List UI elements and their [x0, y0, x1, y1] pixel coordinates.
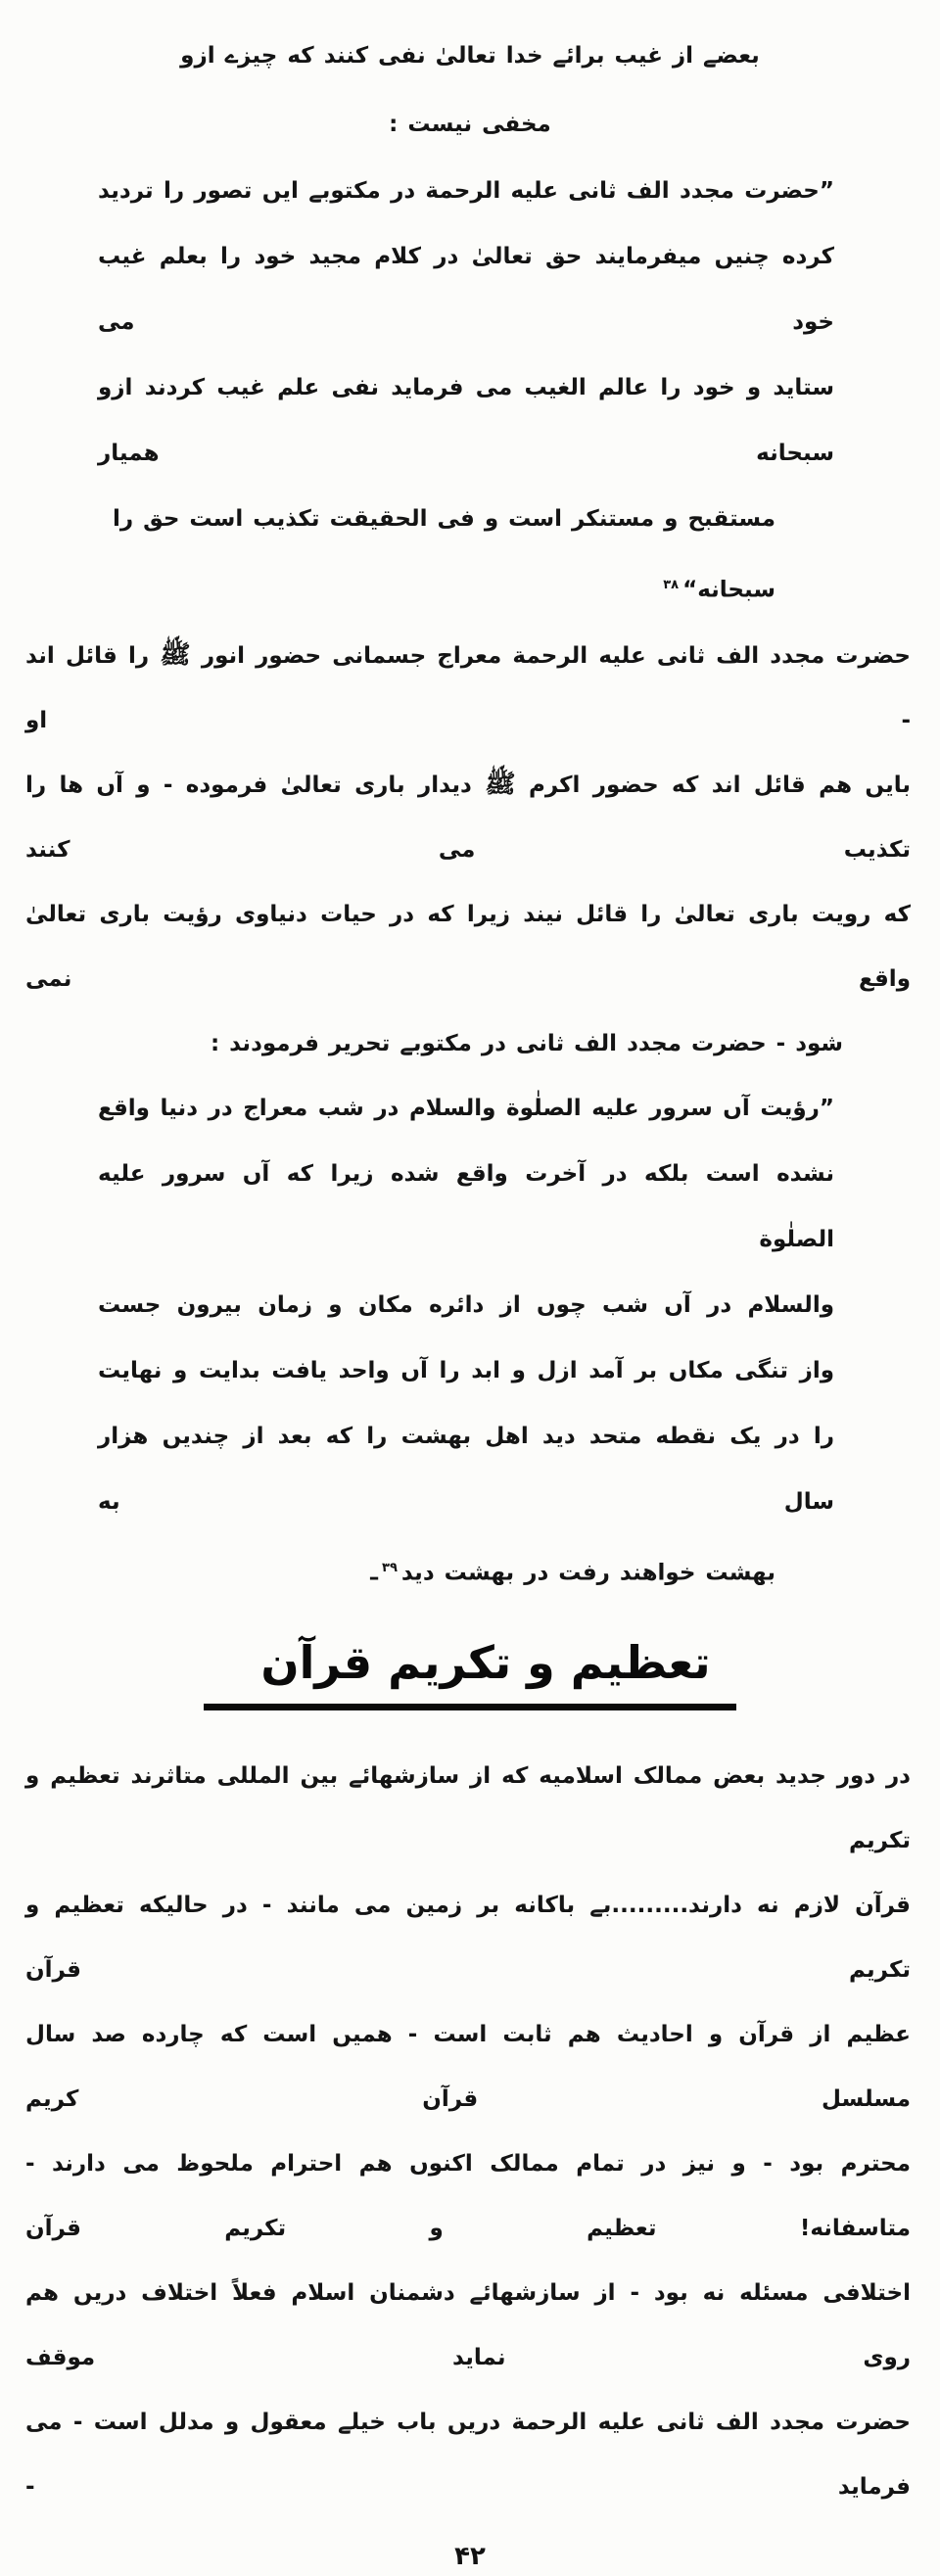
paragraph-line [25, 624, 911, 753]
quote-tail-dash: ـ [370, 1560, 379, 1586]
quote-line: نشده است بلکه در آخرت واقع شده زیرا که آں سرور علیه الصلٰوة [98, 1160, 834, 1252]
paragraph-text: بایں هم قائل اند که حضور اکرم [529, 772, 912, 798]
quote-line: را در یک نقطه متحد دید اهل بهشت را که بعد از چندیں هزار سال به [98, 1423, 834, 1515]
quote-text: بهشت خواهند رفت در بهشت دید [400, 1560, 776, 1586]
quote-line [98, 1535, 834, 1607]
paragraph-line: در دور جدید بعض ممالک اسلامیه که از سازشهائے بین المللی متاثرند تعظیم و تکریم [25, 1763, 911, 1854]
paragraph-line [25, 753, 911, 882]
quote-text: مستقبح و مستنکر است و فی الحقیقت تکذیب است حق را سبحانه“ [112, 506, 776, 603]
intro-paragraph [0, 22, 940, 159]
quote-line: کرده چنیں میفرمایند حق تعالیٰ در کلام مجید خود را بعلم غیب خود می [98, 244, 834, 335]
main-paragraph-2 [0, 624, 940, 1076]
quote-line: ستاید و خود را عالم الغیب می فرماید نفی علم غیب کردند ازو سبحانه همیار [98, 375, 834, 466]
paragraph-text: دیدار باری تعالیٰ فرموده - و آں ها را تکذیب می کنند [25, 772, 911, 863]
blockquote-1 [0, 159, 940, 624]
section-heading-wrap [0, 1631, 940, 1710]
pbuh-seal-glyph: ﷺ [160, 639, 191, 670]
intro-line: بعضے از غیب برائے خدا تعالیٰ نفی کنند که چیزے ازو مخفی نیست : [180, 43, 760, 137]
main-paragraph-3 [0, 1744, 940, 2519]
quote-line: واز تنگی مکاں بر آمد ازل و ابد را آں واحد یافت بدایت و نهایت [98, 1357, 834, 1383]
quote-line [98, 487, 834, 624]
paragraph-text: حضرت مجدد الف ثانی علیه الرحمة معراج جسمانی حضور انور [201, 642, 912, 669]
paragraph-line: قرآن لازم نه دارند.........بے باکانه بر زمین می مانند - در حالیکه تعظیم و تکریم قرآن [25, 1893, 911, 1984]
paragraph-line: اختلافی مسئله نه بود - از سازشهائے دشمنان اسلام فعلاً اختلاف دریں هم روی نماید موقف [25, 2280, 911, 2371]
paragraph-line: حضرت مجدد الف ثانی علیه الرحمة دریں باب خیلے معقول و مدلل است - می فرماید - [25, 2410, 911, 2501]
paragraph-text: را قائل اند - او [25, 642, 911, 733]
blockquote-2 [0, 1076, 940, 1607]
quote-line: ”رؤیت آں سرور علیه الصلٰوة والسلام در شب معراج در دنیا واقع [98, 1095, 834, 1121]
paragraph-line: که رویت باری تعالیٰ را قائل نیند زیرا که در حیات دنیاوی رؤیت باری تعالیٰ واقع نمی [25, 901, 911, 992]
page-number: ۴۲ [454, 2542, 486, 2572]
footnote-ref-39: ۳۹ [382, 1560, 398, 1575]
quote-line: ”حضرت مجدد الف ثانی علیه الرحمة در مکتوبے ایں تصور را تردید [98, 178, 834, 204]
quote-line: والسلام در آں شب چوں از دائره مکان و زمان بیرون جست [98, 1291, 834, 1318]
footnote-ref-38: ۳۸ [663, 578, 680, 592]
paragraph-line: عظیم از قرآن و احادیث هم ثابت است - همیں است که چارده صد سال مسلسل قرآن کریم [25, 2022, 911, 2113]
paragraph-line: شود - حضرت مجدد الف ثانی در مکتوبے تحریر فرمودند : [210, 1030, 844, 1056]
pbuh-seal-glyph: ﷺ [485, 769, 516, 799]
section-heading: تعظیم و تکریم قرآن [204, 1631, 735, 1710]
paragraph-line: محترم بود - و نیز در تمام ممالک اکنوں هم احترام ملحوظ می دارند - متاسفانه! تعظیم و تکریم قرآن [25, 2151, 911, 2242]
